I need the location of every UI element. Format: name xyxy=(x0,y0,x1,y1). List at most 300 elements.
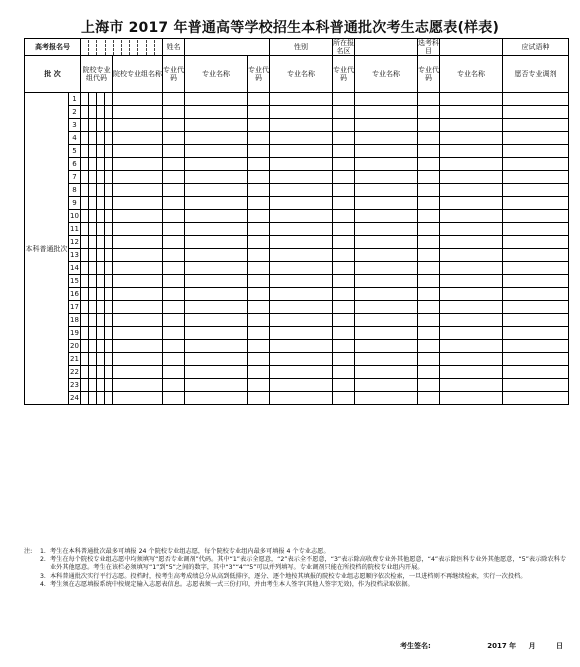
major-code-input[interactable] xyxy=(418,119,440,132)
group-name-input[interactable] xyxy=(113,288,163,301)
major-code-input[interactable] xyxy=(248,171,270,184)
major-name-input[interactable] xyxy=(185,314,248,327)
group-code-digit[interactable] xyxy=(97,392,105,405)
major-code-input[interactable] xyxy=(418,288,440,301)
major-name-input[interactable] xyxy=(270,301,333,314)
major-name-input[interactable] xyxy=(355,119,418,132)
group-code-digit[interactable] xyxy=(89,275,97,288)
major-name-input[interactable] xyxy=(355,301,418,314)
group-code-digit[interactable] xyxy=(81,340,89,353)
major-code-input[interactable] xyxy=(333,340,355,353)
group-code-digit[interactable] xyxy=(97,327,105,340)
group-code-digit[interactable] xyxy=(105,379,113,392)
group-code-digit[interactable] xyxy=(81,288,89,301)
group-code-digit[interactable] xyxy=(97,119,105,132)
group-code-digit[interactable] xyxy=(81,184,89,197)
major-name-input[interactable] xyxy=(270,93,333,106)
major-name-input[interactable] xyxy=(440,210,503,223)
group-code-digit[interactable] xyxy=(105,353,113,366)
name-field[interactable] xyxy=(185,39,270,56)
major-name-input[interactable] xyxy=(185,275,248,288)
group-name-input[interactable] xyxy=(113,210,163,223)
group-name-input[interactable] xyxy=(113,275,163,288)
major-name-input[interactable] xyxy=(185,158,248,171)
group-code-digit[interactable] xyxy=(81,379,89,392)
major-name-input[interactable] xyxy=(355,288,418,301)
major-code-input[interactable] xyxy=(248,379,270,392)
major-code-input[interactable] xyxy=(333,392,355,405)
group-code-digit[interactable] xyxy=(81,197,89,210)
group-code-digit[interactable] xyxy=(105,132,113,145)
major-code-input[interactable] xyxy=(333,275,355,288)
major-name-input[interactable] xyxy=(185,132,248,145)
group-code-digit[interactable] xyxy=(89,184,97,197)
group-code-digit[interactable] xyxy=(81,119,89,132)
major-code-input[interactable] xyxy=(248,197,270,210)
group-code-digit[interactable] xyxy=(105,249,113,262)
group-code-digit[interactable] xyxy=(105,366,113,379)
major-name-input[interactable] xyxy=(355,132,418,145)
major-code-input[interactable] xyxy=(418,379,440,392)
group-code-digit[interactable] xyxy=(81,353,89,366)
major-code-input[interactable] xyxy=(163,340,185,353)
major-name-input[interactable] xyxy=(440,145,503,158)
major-name-input[interactable] xyxy=(270,145,333,158)
group-code-digit[interactable] xyxy=(81,262,89,275)
major-code-input[interactable] xyxy=(418,314,440,327)
group-code-digit[interactable] xyxy=(97,93,105,106)
major-name-input[interactable] xyxy=(185,197,248,210)
major-code-input[interactable] xyxy=(333,314,355,327)
group-code-digit[interactable] xyxy=(89,210,97,223)
group-code-digit[interactable] xyxy=(89,197,97,210)
major-code-input[interactable] xyxy=(418,249,440,262)
group-name-input[interactable] xyxy=(113,145,163,158)
major-code-input[interactable] xyxy=(418,301,440,314)
group-code-digit[interactable] xyxy=(97,314,105,327)
major-code-input[interactable] xyxy=(248,366,270,379)
major-name-input[interactable] xyxy=(440,223,503,236)
major-code-input[interactable] xyxy=(418,132,440,145)
major-code-input[interactable] xyxy=(163,119,185,132)
major-name-input[interactable] xyxy=(270,119,333,132)
group-name-input[interactable] xyxy=(113,158,163,171)
group-code-digit[interactable] xyxy=(105,93,113,106)
major-name-input[interactable] xyxy=(270,392,333,405)
group-code-digit[interactable] xyxy=(81,327,89,340)
major-name-input[interactable] xyxy=(440,379,503,392)
major-code-input[interactable] xyxy=(418,262,440,275)
major-name-input[interactable] xyxy=(440,392,503,405)
major-name-input[interactable] xyxy=(185,249,248,262)
major-name-input[interactable] xyxy=(440,275,503,288)
major-code-input[interactable] xyxy=(333,210,355,223)
major-name-input[interactable] xyxy=(440,197,503,210)
group-code-digit[interactable] xyxy=(89,288,97,301)
major-name-input[interactable] xyxy=(355,210,418,223)
major-name-input[interactable] xyxy=(185,106,248,119)
major-name-input[interactable] xyxy=(185,93,248,106)
major-name-input[interactable] xyxy=(440,301,503,314)
major-name-input[interactable] xyxy=(270,132,333,145)
group-code-digit[interactable] xyxy=(89,379,97,392)
major-code-input[interactable] xyxy=(248,327,270,340)
major-name-input[interactable] xyxy=(440,340,503,353)
major-code-input[interactable] xyxy=(163,327,185,340)
major-name-input[interactable] xyxy=(185,145,248,158)
major-code-input[interactable] xyxy=(163,249,185,262)
group-code-digit[interactable] xyxy=(89,236,97,249)
major-code-input[interactable] xyxy=(418,184,440,197)
group-code-digit[interactable] xyxy=(105,314,113,327)
major-code-input[interactable] xyxy=(248,93,270,106)
adjust-input[interactable] xyxy=(503,262,569,275)
major-name-input[interactable] xyxy=(440,158,503,171)
group-code-digit[interactable] xyxy=(105,288,113,301)
major-code-input[interactable] xyxy=(418,340,440,353)
major-name-input[interactable] xyxy=(185,171,248,184)
major-code-input[interactable] xyxy=(333,158,355,171)
major-name-input[interactable] xyxy=(185,184,248,197)
major-name-input[interactable] xyxy=(185,210,248,223)
group-code-digit[interactable] xyxy=(89,223,97,236)
major-code-input[interactable] xyxy=(163,145,185,158)
major-code-input[interactable] xyxy=(163,184,185,197)
group-code-digit[interactable] xyxy=(105,145,113,158)
major-name-input[interactable] xyxy=(440,132,503,145)
major-code-input[interactable] xyxy=(333,223,355,236)
adjust-input[interactable] xyxy=(503,184,569,197)
major-name-input[interactable] xyxy=(440,184,503,197)
adjust-input[interactable] xyxy=(503,353,569,366)
major-name-input[interactable] xyxy=(355,223,418,236)
group-code-digit[interactable] xyxy=(89,327,97,340)
major-code-input[interactable] xyxy=(248,353,270,366)
group-code-digit[interactable] xyxy=(105,301,113,314)
major-name-input[interactable] xyxy=(270,223,333,236)
group-code-digit[interactable] xyxy=(105,340,113,353)
major-code-input[interactable] xyxy=(163,106,185,119)
major-code-input[interactable] xyxy=(333,145,355,158)
major-code-input[interactable] xyxy=(333,353,355,366)
major-name-input[interactable] xyxy=(355,171,418,184)
group-code-digit[interactable] xyxy=(81,275,89,288)
adjust-input[interactable] xyxy=(503,210,569,223)
adjust-input[interactable] xyxy=(503,236,569,249)
major-code-input[interactable] xyxy=(163,158,185,171)
adjust-input[interactable] xyxy=(503,132,569,145)
major-code-input[interactable] xyxy=(248,314,270,327)
major-name-input[interactable] xyxy=(440,353,503,366)
major-code-input[interactable] xyxy=(163,314,185,327)
group-code-digit[interactable] xyxy=(89,93,97,106)
major-code-input[interactable] xyxy=(418,353,440,366)
group-code-digit[interactable] xyxy=(89,171,97,184)
adjust-input[interactable] xyxy=(503,379,569,392)
group-name-input[interactable] xyxy=(113,262,163,275)
major-name-input[interactable] xyxy=(270,171,333,184)
major-code-input[interactable] xyxy=(333,301,355,314)
adjust-input[interactable] xyxy=(503,158,569,171)
group-code-digit[interactable] xyxy=(81,145,89,158)
group-code-digit[interactable] xyxy=(105,210,113,223)
major-code-input[interactable] xyxy=(248,223,270,236)
major-code-input[interactable] xyxy=(163,197,185,210)
group-code-digit[interactable] xyxy=(105,275,113,288)
group-code-digit[interactable] xyxy=(81,366,89,379)
major-code-input[interactable] xyxy=(163,275,185,288)
major-code-input[interactable] xyxy=(333,132,355,145)
group-code-digit[interactable] xyxy=(89,392,97,405)
major-code-input[interactable] xyxy=(418,171,440,184)
adjust-input[interactable] xyxy=(503,366,569,379)
major-code-input[interactable] xyxy=(418,106,440,119)
major-code-input[interactable] xyxy=(418,210,440,223)
major-name-input[interactable] xyxy=(440,288,503,301)
major-name-input[interactable] xyxy=(355,275,418,288)
major-name-input[interactable] xyxy=(185,340,248,353)
adjust-input[interactable] xyxy=(503,119,569,132)
major-name-input[interactable] xyxy=(185,379,248,392)
major-name-input[interactable] xyxy=(270,353,333,366)
major-name-input[interactable] xyxy=(270,366,333,379)
major-code-input[interactable] xyxy=(248,275,270,288)
major-name-input[interactable] xyxy=(270,275,333,288)
group-name-input[interactable] xyxy=(113,301,163,314)
major-code-input[interactable] xyxy=(163,288,185,301)
major-code-input[interactable] xyxy=(418,93,440,106)
group-code-digit[interactable] xyxy=(89,145,97,158)
major-code-input[interactable] xyxy=(248,236,270,249)
group-code-digit[interactable] xyxy=(105,158,113,171)
major-code-input[interactable] xyxy=(163,236,185,249)
major-name-input[interactable] xyxy=(440,366,503,379)
group-name-input[interactable] xyxy=(113,314,163,327)
group-code-digit[interactable] xyxy=(81,223,89,236)
group-code-digit[interactable] xyxy=(105,236,113,249)
major-code-input[interactable] xyxy=(418,275,440,288)
group-name-input[interactable] xyxy=(113,93,163,106)
major-name-input[interactable] xyxy=(440,171,503,184)
group-code-digit[interactable] xyxy=(97,223,105,236)
major-code-input[interactable] xyxy=(333,184,355,197)
adjust-input[interactable] xyxy=(503,223,569,236)
group-name-input[interactable] xyxy=(113,392,163,405)
major-name-input[interactable] xyxy=(185,119,248,132)
group-name-input[interactable] xyxy=(113,119,163,132)
major-name-input[interactable] xyxy=(355,93,418,106)
major-code-input[interactable] xyxy=(248,145,270,158)
major-code-input[interactable] xyxy=(333,327,355,340)
adjust-input[interactable] xyxy=(503,197,569,210)
major-name-input[interactable] xyxy=(355,392,418,405)
major-code-input[interactable] xyxy=(333,236,355,249)
major-code-input[interactable] xyxy=(163,353,185,366)
major-code-input[interactable] xyxy=(163,93,185,106)
major-code-input[interactable] xyxy=(163,171,185,184)
adjust-input[interactable] xyxy=(503,340,569,353)
group-code-digit[interactable] xyxy=(97,145,105,158)
major-name-input[interactable] xyxy=(270,249,333,262)
adjust-input[interactable] xyxy=(503,288,569,301)
major-name-input[interactable] xyxy=(185,236,248,249)
group-code-digit[interactable] xyxy=(81,249,89,262)
major-code-input[interactable] xyxy=(163,223,185,236)
major-code-input[interactable] xyxy=(333,197,355,210)
group-code-digit[interactable] xyxy=(81,132,89,145)
subject-field[interactable] xyxy=(440,39,503,56)
major-name-input[interactable] xyxy=(185,327,248,340)
adjust-input[interactable] xyxy=(503,314,569,327)
group-name-input[interactable] xyxy=(113,379,163,392)
major-code-input[interactable] xyxy=(333,262,355,275)
major-code-input[interactable] xyxy=(163,132,185,145)
group-code-digit[interactable] xyxy=(97,340,105,353)
major-name-input[interactable] xyxy=(270,327,333,340)
major-code-input[interactable] xyxy=(163,392,185,405)
major-code-input[interactable] xyxy=(418,223,440,236)
major-name-input[interactable] xyxy=(270,288,333,301)
major-name-input[interactable] xyxy=(440,106,503,119)
major-name-input[interactable] xyxy=(440,119,503,132)
group-name-input[interactable] xyxy=(113,223,163,236)
group-name-input[interactable] xyxy=(113,184,163,197)
major-name-input[interactable] xyxy=(440,236,503,249)
adjust-input[interactable] xyxy=(503,93,569,106)
major-name-input[interactable] xyxy=(270,262,333,275)
adjust-input[interactable] xyxy=(503,106,569,119)
major-code-input[interactable] xyxy=(163,210,185,223)
major-code-input[interactable] xyxy=(418,327,440,340)
group-code-digit[interactable] xyxy=(81,314,89,327)
adjust-input[interactable] xyxy=(503,145,569,158)
group-code-digit[interactable] xyxy=(97,288,105,301)
major-code-input[interactable] xyxy=(248,106,270,119)
major-name-input[interactable] xyxy=(270,158,333,171)
group-name-input[interactable] xyxy=(113,106,163,119)
group-code-digit[interactable] xyxy=(97,106,105,119)
group-code-digit[interactable] xyxy=(97,132,105,145)
major-code-input[interactable] xyxy=(248,288,270,301)
adjust-input[interactable] xyxy=(503,171,569,184)
group-code-digit[interactable] xyxy=(97,379,105,392)
major-name-input[interactable] xyxy=(270,197,333,210)
group-code-digit[interactable] xyxy=(89,353,97,366)
group-code-digit[interactable] xyxy=(97,262,105,275)
group-code-digit[interactable] xyxy=(89,301,97,314)
major-name-input[interactable] xyxy=(185,288,248,301)
adjust-input[interactable] xyxy=(503,327,569,340)
group-code-digit[interactable] xyxy=(97,353,105,366)
major-code-input[interactable] xyxy=(248,262,270,275)
major-code-input[interactable] xyxy=(333,119,355,132)
group-code-digit[interactable] xyxy=(81,301,89,314)
group-code-digit[interactable] xyxy=(81,93,89,106)
group-code-digit[interactable] xyxy=(81,158,89,171)
major-name-input[interactable] xyxy=(270,106,333,119)
group-name-input[interactable] xyxy=(113,132,163,145)
group-code-digit[interactable] xyxy=(105,262,113,275)
major-code-input[interactable] xyxy=(418,366,440,379)
group-code-digit[interactable] xyxy=(105,392,113,405)
major-name-input[interactable] xyxy=(440,249,503,262)
group-code-digit[interactable] xyxy=(105,184,113,197)
major-name-input[interactable] xyxy=(440,262,503,275)
major-code-input[interactable] xyxy=(418,145,440,158)
group-code-digit[interactable] xyxy=(89,119,97,132)
major-name-input[interactable] xyxy=(355,145,418,158)
major-name-input[interactable] xyxy=(355,249,418,262)
major-name-input[interactable] xyxy=(355,184,418,197)
major-code-input[interactable] xyxy=(333,106,355,119)
major-name-input[interactable] xyxy=(270,236,333,249)
major-code-input[interactable] xyxy=(163,262,185,275)
major-name-input[interactable] xyxy=(355,158,418,171)
group-name-input[interactable] xyxy=(113,340,163,353)
major-name-input[interactable] xyxy=(355,366,418,379)
adjust-input[interactable] xyxy=(503,249,569,262)
group-name-input[interactable] xyxy=(113,197,163,210)
major-name-input[interactable] xyxy=(355,353,418,366)
major-code-input[interactable] xyxy=(248,132,270,145)
major-code-input[interactable] xyxy=(248,158,270,171)
major-name-input[interactable] xyxy=(440,314,503,327)
group-name-input[interactable] xyxy=(113,366,163,379)
major-name-input[interactable] xyxy=(440,93,503,106)
adjust-input[interactable] xyxy=(503,301,569,314)
major-code-input[interactable] xyxy=(333,171,355,184)
group-code-digit[interactable] xyxy=(97,366,105,379)
group-name-input[interactable] xyxy=(113,327,163,340)
group-code-digit[interactable] xyxy=(81,171,89,184)
group-code-digit[interactable] xyxy=(105,119,113,132)
adjust-input[interactable] xyxy=(503,275,569,288)
group-code-digit[interactable] xyxy=(89,314,97,327)
major-code-input[interactable] xyxy=(248,210,270,223)
group-code-digit[interactable] xyxy=(97,158,105,171)
major-name-input[interactable] xyxy=(355,262,418,275)
group-code-digit[interactable] xyxy=(97,184,105,197)
major-code-input[interactable] xyxy=(333,249,355,262)
group-code-digit[interactable] xyxy=(97,275,105,288)
major-name-input[interactable] xyxy=(185,301,248,314)
group-code-digit[interactable] xyxy=(89,340,97,353)
major-name-input[interactable] xyxy=(185,223,248,236)
major-code-input[interactable] xyxy=(333,379,355,392)
group-name-input[interactable] xyxy=(113,171,163,184)
major-name-input[interactable] xyxy=(270,340,333,353)
major-code-input[interactable] xyxy=(248,301,270,314)
major-code-input[interactable] xyxy=(333,288,355,301)
major-code-input[interactable] xyxy=(248,249,270,262)
group-code-digit[interactable] xyxy=(89,262,97,275)
major-code-input[interactable] xyxy=(248,184,270,197)
group-code-digit[interactable] xyxy=(105,197,113,210)
group-name-input[interactable] xyxy=(113,353,163,366)
major-name-input[interactable] xyxy=(355,197,418,210)
group-name-input[interactable] xyxy=(113,249,163,262)
major-name-input[interactable] xyxy=(355,314,418,327)
major-code-input[interactable] xyxy=(163,301,185,314)
region-field[interactable] xyxy=(355,39,418,56)
major-code-input[interactable] xyxy=(418,158,440,171)
major-code-input[interactable] xyxy=(163,379,185,392)
major-code-input[interactable] xyxy=(418,392,440,405)
major-name-input[interactable] xyxy=(270,184,333,197)
major-name-input[interactable] xyxy=(185,366,248,379)
major-code-input[interactable] xyxy=(333,93,355,106)
major-name-input[interactable] xyxy=(355,106,418,119)
